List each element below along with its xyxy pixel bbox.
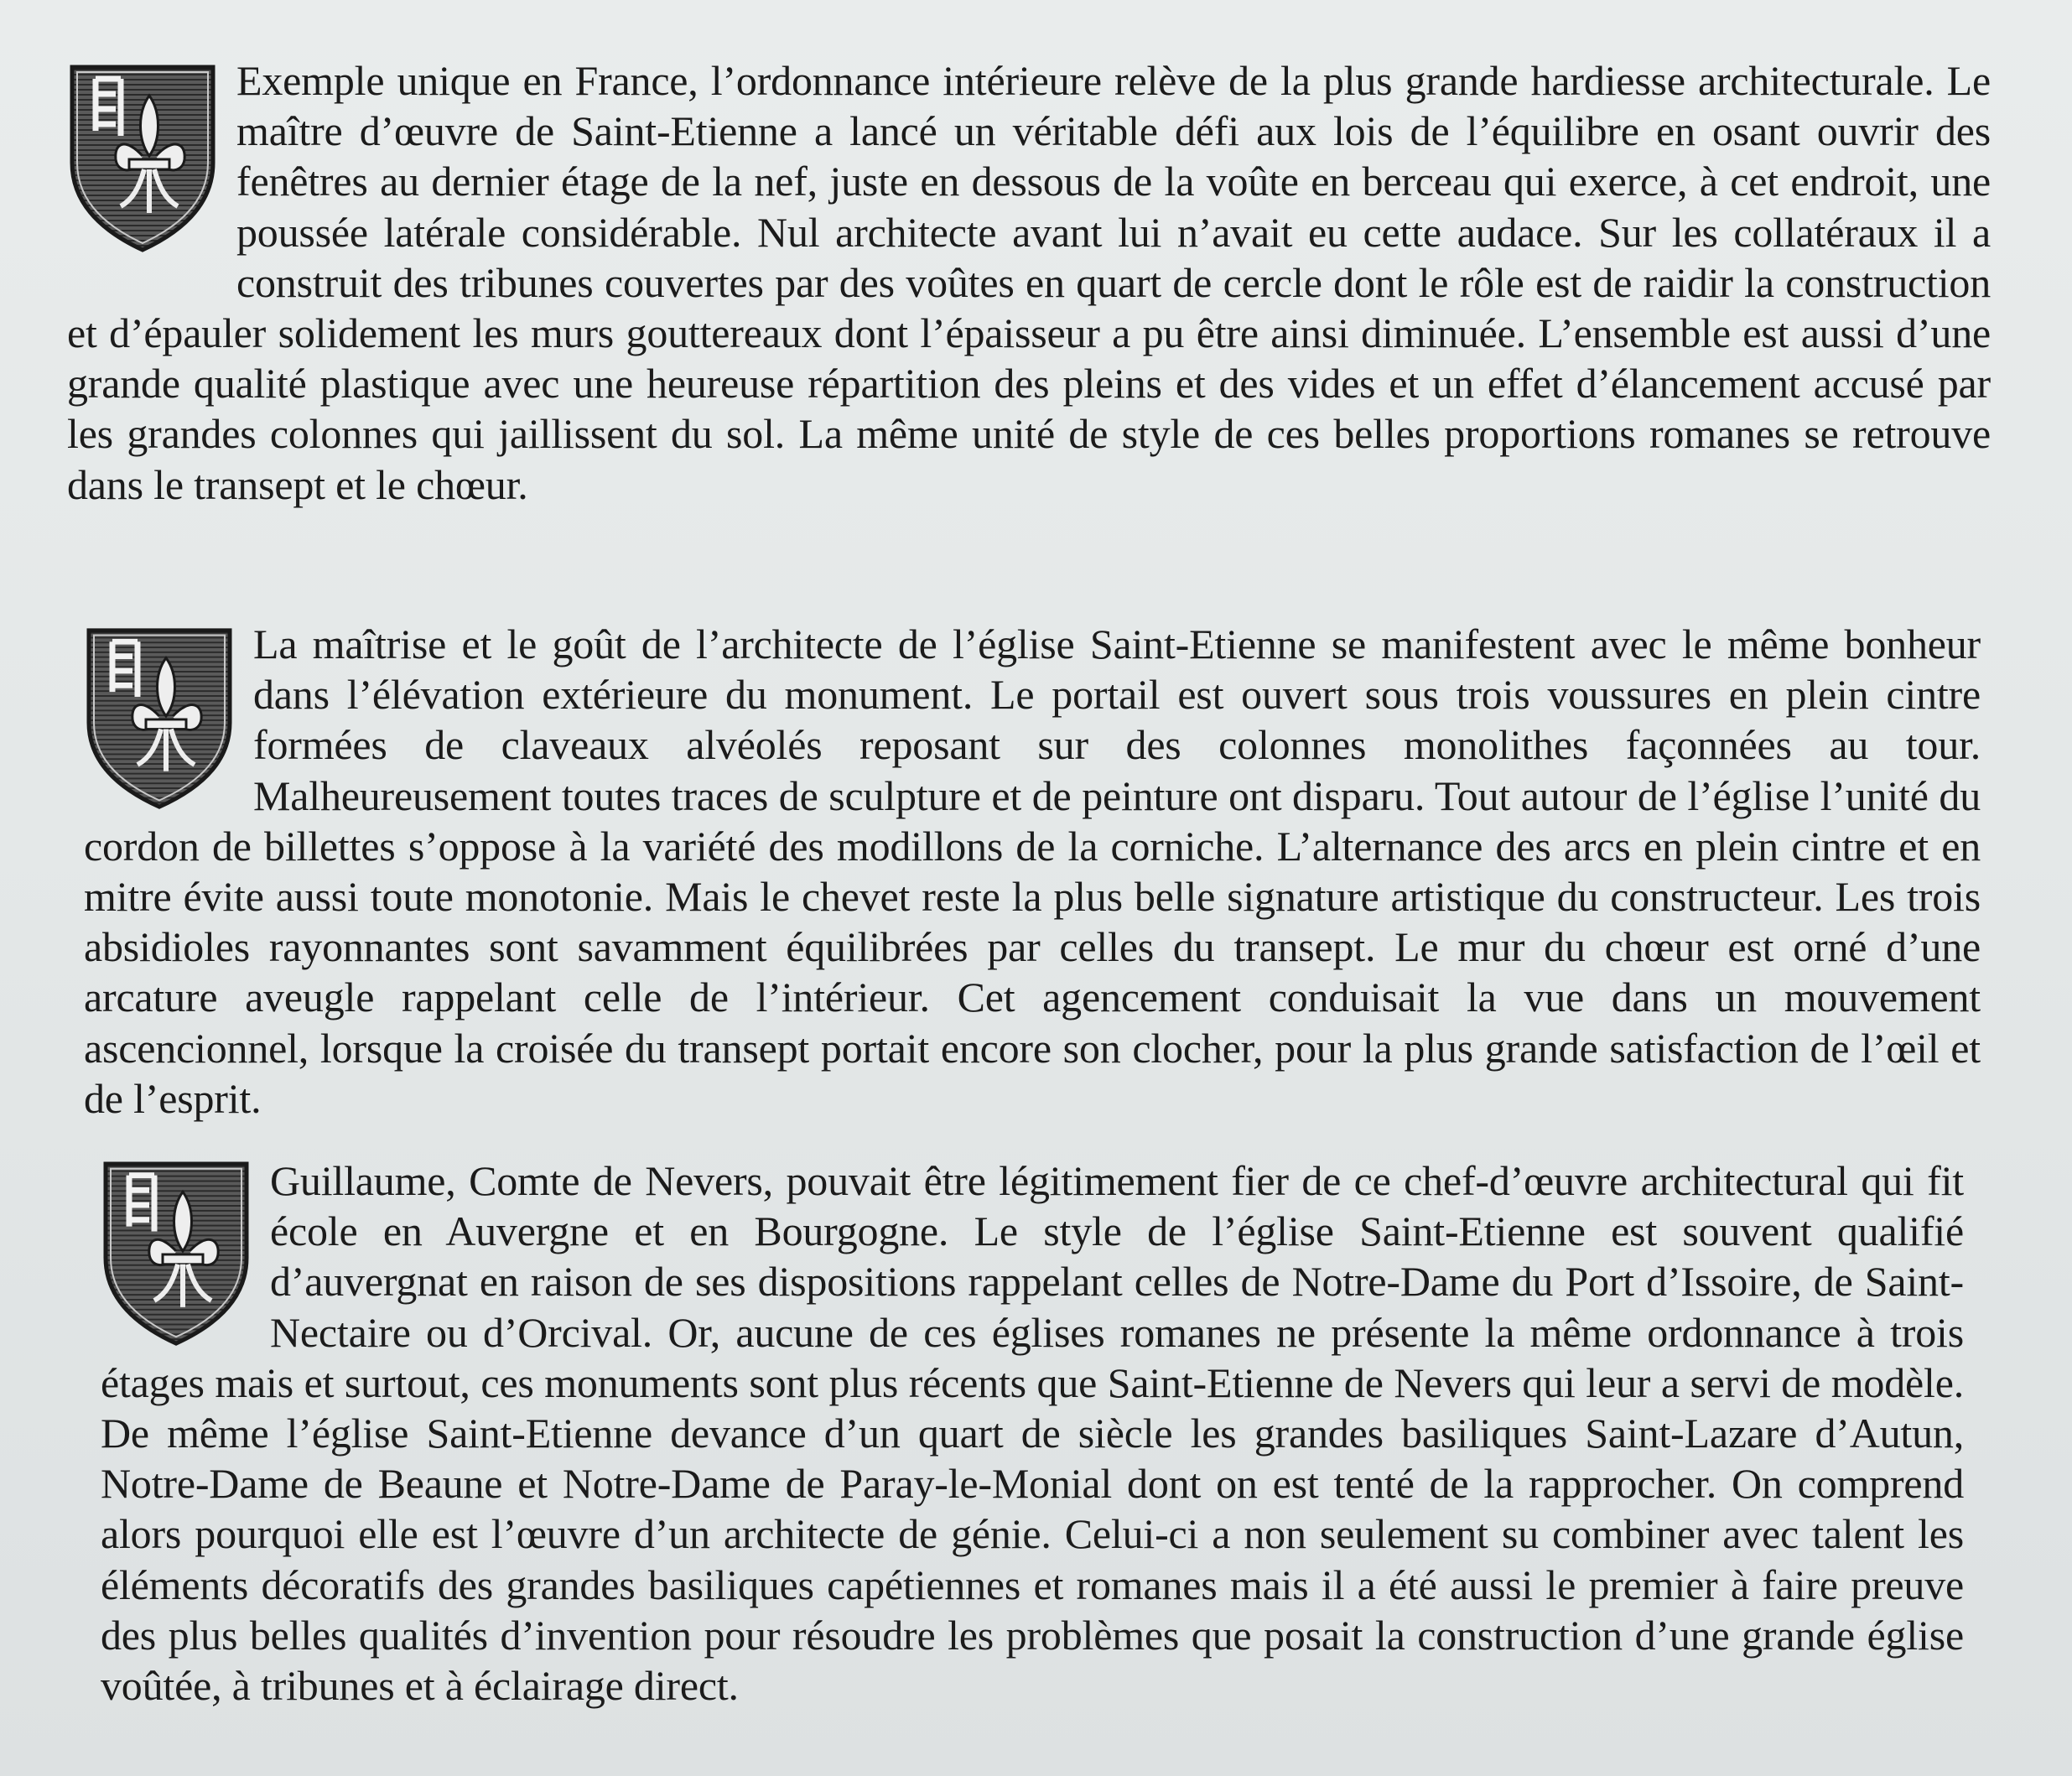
paragraph-text: Guillaume, Comte de Nevers, pouvait être légitimement fier de ce chef-d’œuvre architectural qui fit école en Auvergne et en Bourgogne. Le style de l’église Saint-Etienne est souvent qualifié d’auvergnat en raison de ses dispositions rappelant celles de Notre-Dame du Port d’Issoire, de Saint-Nectaire ou d’Orcival. Or, aucune de ces églises romanes ne présente la même ordonnance à trois étages mais et surtout, ces monuments sont plus récents que Saint-Etienne de Nevers qui leur a servi de modèle. De même l’église Saint-Etienne devance d’un quart de siècle les grandes basiliques Saint-Lazare d’Autun, Notre-Dame de Beaune et Notre-Dame de Paray-le-Monial dont on est tenté de la rapprocher. On comprend alors pourquoi elle est l’œuvre d’un architecte de génie. Celui-ci a non seulement su combiner avec talent les éléments décoratifs des grandes basiliques capétiennes et romanes mais il a été aussi le premier à faire preuve des plus belles qualités d’invention pour résoudre les problèmes que posait la construction d’une grande église voûtée, à tribunes et à éclairage direct. — [101, 1157, 1964, 1710]
paragraph-section-2 — [84, 619, 1981, 1124]
paragraph-text: Exemple unique en France, l’ordonnance intérieure relève de la plus grande hardiesse architecturale. Le maître d’œuvre de Saint-Etienne a lancé un véritable défi aux lois de l’équilibre en osant ouvrir des fenêtres au dernier étage de la nef, juste en dessous de la voûte en berceau qui exerce, à cet endroit, une poussée latérale considérable. Nul architecte avant lui n’avait eu cette audace. Sur les collatéraux il a construit des tribunes couvertes par des voûtes en quart de cercle dont le rôle est de raidir la construction et d’épauler solidement les murs gouttereaux dont l’épaisseur a pu être ainsi diminuée. L’ensemble est aussi d’une grande qualité plastique avec une heureuse répartition des pleins et des vides et un effet d’élancement accusé par les grandes colonnes qui jaillissent du sol. La même unité de style de ces belles proportions romanes se retrouve dans le transept et le chœur. — [67, 57, 1991, 508]
paragraph-section-1 — [67, 55, 1991, 510]
fleur-de-lis-shield-icon — [67, 62, 218, 255]
paragraph-section-3 — [101, 1155, 1964, 1711]
fleur-de-lis-shield-icon — [84, 626, 235, 812]
fleur-de-lis-shield-icon — [101, 1159, 252, 1348]
paragraph-text: La maîtrise et le goût de l’architecte de l’église Saint-Etienne se manifestent avec le même bonheur dans l’élévation extérieure du monument. Le portail est ouvert sous trois voussures en plein cintre formées de claveaux alvéolés reposant sur des colonnes monolithes façonnées au tour. Malheureusement toutes traces de sculpture et de peinture ont disparu. Tout autour de l’église l’unité du cordon de billettes s’oppose à la variété des modillons de la corniche. L’alternance des arcs en plein cintre et en mitre évite aussi toute monotonie. Mais le chevet reste la plus belle signature artistique du constructeur. Les trois absidioles rayonnantes sont savamment équilibrées par celles du transept. Le mur du chœur est orné d’une arcature aveugle rappelant celle de l’intérieur. Cet agencement conduisait la vue dans un mouvement ascencionnel, lorsque la croisée du transept portait encore son clocher, pour la plus grande satisfaction de l’œil et de l’esprit. — [84, 621, 1981, 1122]
